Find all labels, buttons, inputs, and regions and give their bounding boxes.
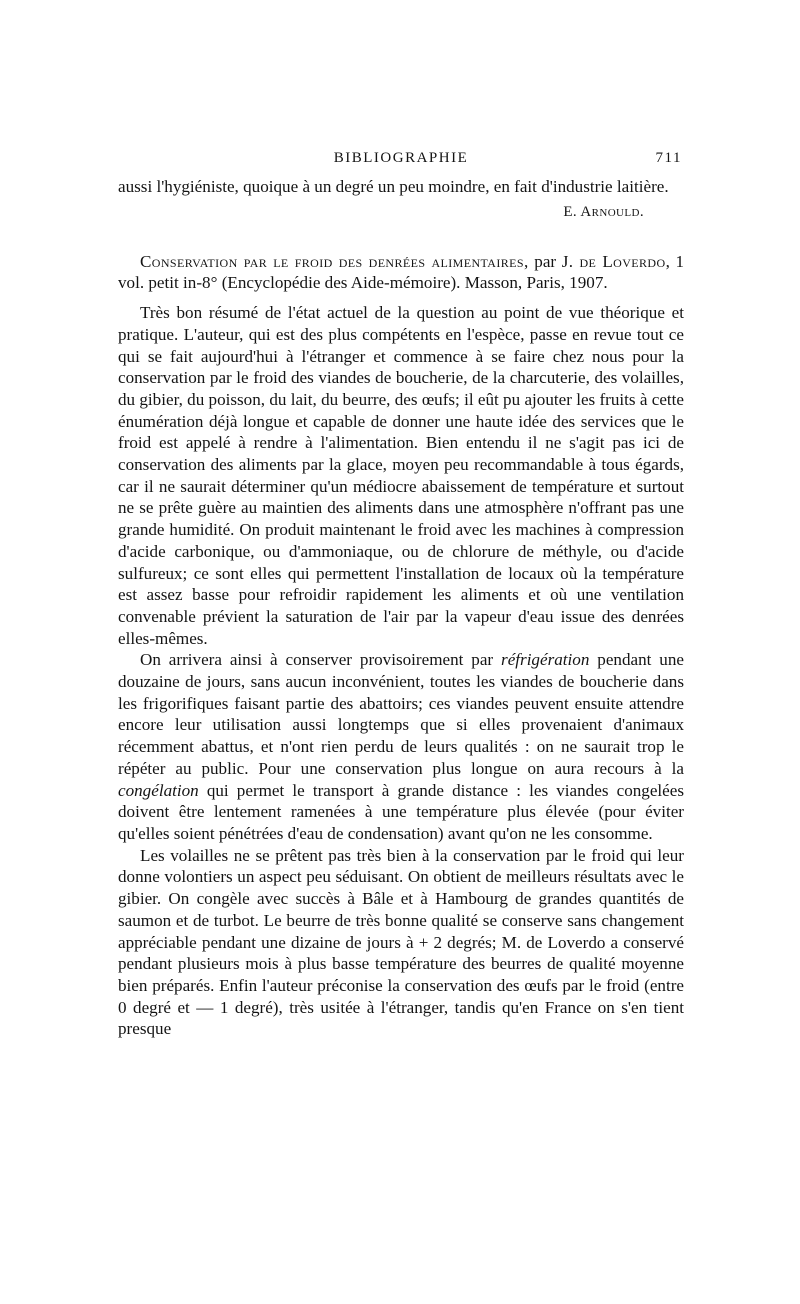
review-by-word: par [528, 251, 562, 271]
review-author: J. de Loverdo [561, 251, 666, 271]
review-heading [118, 251, 684, 294]
term-congelation: congélation [118, 780, 199, 800]
review-paragraph-1: Très bon résumé de l'état actuel de la question au point de vue théorique et pratique. L'auteur, qui est des plus compétents en l'espèce, passe en revue tout ce qui se fait aujourd'hui à l'étranger et commence à se faire chez nous pour la conservation par le froid des viandes de boucherie, de la charcuterie, des volailles, du gibier, du poisson, du lait, du beurre, des œufs; il eût pu ajouter les fruits à cette énumération déjà longue et capable de donner une haute idée des services que le froid est appelé à rendre à l'alimentation. Bien entendu il ne s'agit pas ici de conservation des aliments par la glace, moyen peu recommandable à tous égards, car il ne saurait déterminer qu'un médiocre abaissement de température et surtout ne se prête guère au maintien des aliments dans une atmosphère n'offrant pas une grande humidité. On produit maintenant le froid avec les machines à compression d'acide carbonique, ou d'ammoniaque, ou de chlorure de méthyle, ou d'acide sulfureux; ce sont elles qui permettent l'installation de locaux où la température est assez basse pour refroidir rapidement les aliments et où une ventilation convenable prévient la saturation de l'air par la vapeur d'eau issue des denrées elles-mêmes. [118, 303, 684, 648]
review-book-title: Conservation par le froid des denrées alimentaires, [140, 251, 529, 271]
reviewer-signature: E. Arnould. [563, 203, 644, 220]
term-refrigeration: réfrigération [501, 650, 590, 670]
paragraph-2-part-2: pendant une douzaine de jours, sans aucun inconvénient, toutes les viandes de boucherie dans les frigorifiques faisant partie des abattoirs; ces viandes peuvent ensuite attendre encore leur utilisation aussi longtemps que si elles provenaient d'animaux récemment abattus, et n'ont rien perdu de leurs qualités : on ne saurait trop le répéter au public. Pour une conservation plus longue on aura recours à la [118, 650, 684, 778]
paragraph-2-part-3: qui permet le transport à grande distance : les viandes congelées doivent être lentement ramenées à une température plus élevée (pour éviter qu'elles soient pénétrées d'eau de condensation) avant qu'on ne les consomme. [118, 780, 684, 843]
review-publication-details: , 1 vol. petit in-8° (Encyclopédie des Aide-mémoire). Masson, Paris, 1907. [118, 251, 685, 293]
running-title: BIBLIOGRAPHIE [333, 150, 469, 166]
review-paragraph-3: Les volailles ne se prêtent pas très bien à la conservation par le froid qui leur donne volontiers un aspect peu séduisant. On obtient de meilleurs résultats avec le gibier. On congèle avec succès à Bâle et à Hambourg de grandes quantités de saumon et de turbot. Le beurre de très bonne qualité se conserve sans changement appréciable pendant une dizaine de jours à + 2 degrés; M. de Loverdo a conservé pendant plusieurs mois à plus basse température des beurres de qualité moyenne bien préparés. Enfin l'auteur préconise la conservation des œufs par le froid (entre 0 degré et — 1 degré), très usitée à l'étranger, tandis qu'en France on s'en tient presque [118, 845, 684, 1039]
document-page [118, 150, 684, 1290]
review-body [118, 302, 684, 1040]
paragraph-2-part-1: On arrivera ainsi à conserver provisoirement par [140, 650, 502, 670]
review-paragraph-2 [118, 649, 684, 844]
running-header [118, 150, 684, 176]
page-number: 711 [655, 150, 682, 166]
previous-review-closing-text: aussi l'hygiéniste, quoique à un degré un peu moindre, en fait d'industrie laitière. [118, 177, 669, 196]
